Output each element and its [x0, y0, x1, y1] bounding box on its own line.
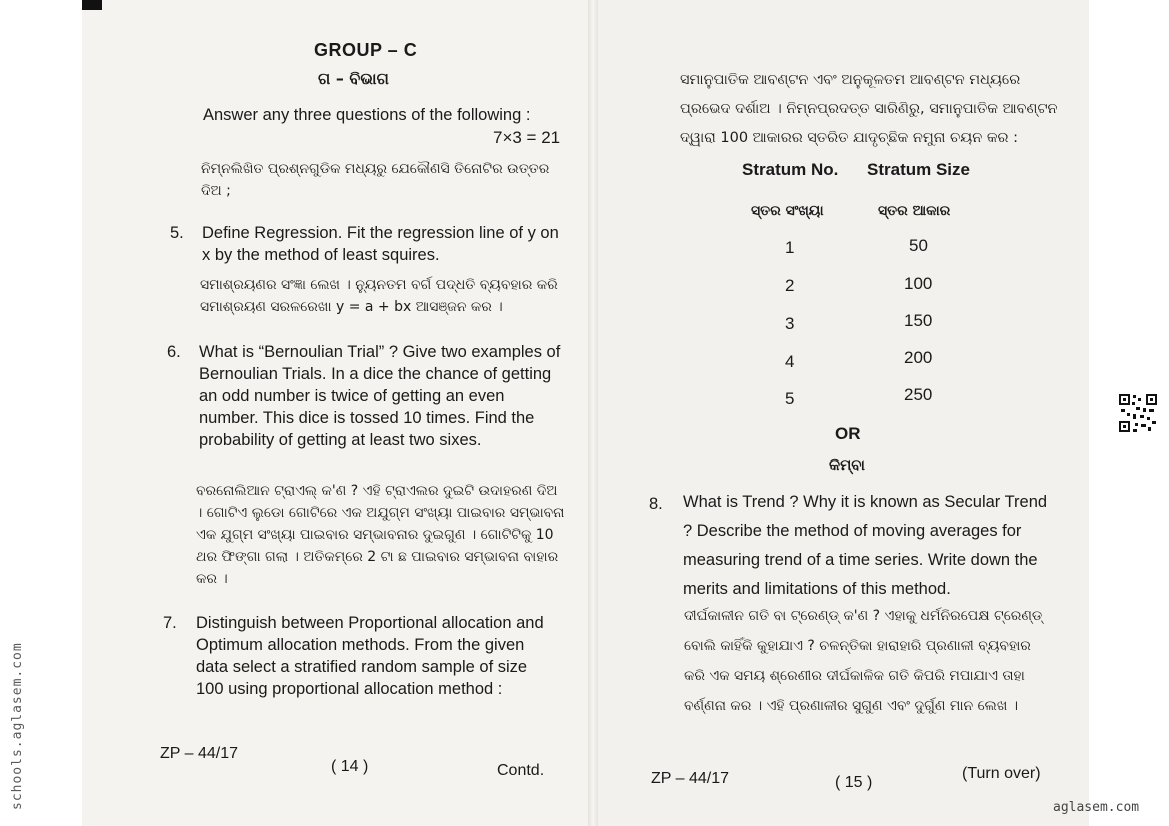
or-label-odia: କିମ୍ବା [829, 456, 865, 474]
paper-code-right: ZP – 44/17 [651, 770, 729, 787]
question-8-number: 8. [649, 495, 663, 513]
stratum-no-header-odia: ସ୍ତର ସଂଖ୍ୟା [751, 203, 824, 219]
question-7-odia: ସମାନୁପାତିକ ଆବଣ୍ଟନ ଏବଂ ଅନୁକୂଳତମ ଆବଣ୍ଟନ ମଧ୍ୟରେ ପ୍ରଭେଦ ଦର୍ଶାଅ । ନିମ୍ନପ୍ରଦତ୍ତ ସାରିଣିରୁ, ସମାନୁପାତିକ ଆବଣ୍ଟନ ଦ୍ୱାରା 100 ଆକାରର ସ୍ତରିତ ଯାଦୃଚ୍ଛିକ ନମୁନା ଚୟନ କର : [680, 72, 1058, 146]
question-8-odia: ଦୀର୍ଘକାଳୀନ ଗତି ବା ଟ୍ରେଣ୍ଡ୍ କ'ଣ ? ଏହାକୁ ଧର୍ମନିରପେକ୍ଷ ଟ୍ରେଣ୍ଡ୍ ବୋଲି କାହିଁକି କୁହାଯାଏ ? ଚଳନ୍ତିକା ହାରାହାରି ପ୍ରଣାଳୀ ବ୍ୟବହାର କରି ଏକ ସମୟ ଶ୍ରେଣୀର ଦୀର୍ଘକାଳିକ ଗତି କିପରି ମପାଯାଏ ତାହା ବର୍ଣ୍ଣନା କର । ଏହି ପ୍ରଣାଳୀର ସୁଗୁଣ ଏବଂ ଦୁର୍ଗୁଣ ମାନ ଲେଖ । [684, 608, 1043, 714]
stratum-size-cell: 50 [909, 236, 928, 255]
stratum-size-cell: 150 [904, 311, 933, 330]
stratum-size-cell: 250 [904, 385, 933, 404]
bottom-watermark: aglasem.com [1053, 800, 1140, 815]
group-title-odia: ଗ – ବିଭାଗ [318, 69, 389, 88]
page-number-right: ( 15 ) [835, 774, 873, 791]
page-number-left: ( 14 ) [331, 758, 369, 775]
stratum-size-header: Stratum Size [867, 160, 970, 179]
continued-label: Contd. [497, 762, 545, 779]
stratum-size-cell: 200 [904, 348, 933, 367]
question-5-number: 5. [170, 224, 184, 242]
stratum-no-cell: 3 [785, 314, 795, 333]
stratum-no-cell: 1 [785, 238, 795, 257]
stratum-no-header: Stratum No. [742, 160, 839, 179]
turn-over-label: (Turn over) [962, 765, 1041, 782]
scan-corner-mark [82, 0, 102, 10]
stratum-size-header-odia: ସ୍ତର ଆକାର [878, 203, 951, 219]
question-7-number: 7. [163, 614, 177, 632]
question-8-english: What is Trend ? Why it is known as Secular Trend ? Describe the method of moving averages for measuring trend of a time series. Write down the merits and limitations of this method. [683, 493, 1048, 598]
stratum-no-cell: 2 [785, 276, 795, 295]
book-spine [588, 0, 598, 826]
side-watermark: schools.aglasem.com [10, 642, 25, 810]
paper-code-left: ZP – 44/17 [160, 745, 238, 762]
stratum-no-cell: 5 [785, 389, 795, 408]
question-5-odia: ସମାଶ୍ରୟଣର ସଂଜ୍ଞା ଲେଖ । ନ୍ୟୁନତମ ବର୍ଗ ପଦ୍ଧତି ବ୍ୟବହାର କରି ସମାଶ୍ରୟଣ ସରଳରେଖା y = a + bx ଆସଞ୍ଜନ କର । [200, 277, 558, 315]
or-label: OR [835, 424, 861, 443]
group-title: GROUP – C [314, 40, 418, 60]
question-6-odia: ବରନୋଲିଆନ ଟ୍ରାଏଲ୍ କ'ଣ ? ଏହି ଟ୍ରାଏଲର ଦୁଇଟି ଉଦାହରଣ ଦିଅ । ଗୋଟିଏ ଲୁଡୋ ଗୋଟିରେ ଏକ ଅଯୁଗ୍ମ ସଂଖ୍ୟା ପାଇବାର ସମ୍ଭାବନା ଏକ ଯୁଗ୍ମ ସଂଖ୍ୟା ପାଇବାର ସମ୍ଭାବନାର ଦୁଇଗୁଣ । ଗୋଟିଟିକୁ 10 ଥର ଫିଙ୍ଗା ଗଲା । ଅତିକମ୍‌ରେ 2 ଟା ଛ ପାଇବାର ସମ୍ଭାବନା ବାହାର କର । [196, 483, 565, 587]
question-6-number: 6. [167, 343, 181, 361]
question-6-english: What is “Bernoulian Trial” ? Give two examples of Bernoulian Trials. In a dice the chance of getting an odd number is twice of getting an even number. This dice is tossed 10 times. Find the probability of getting at least two sixes. [199, 343, 561, 449]
instruction-text: Answer any three questions of the following : [203, 106, 531, 124]
question-5-english: Define Regression. Fit the regression line of y on x by the method of least squires. [202, 224, 559, 264]
stratum-no-cell: 4 [785, 352, 795, 371]
marks-allocation: 7×3 = 21 [493, 128, 561, 147]
instruction-text-odia: ନିମ୍ନଲିଖିତ ପ୍ରଶ୍ନଗୁଡିକ ମଧ୍ୟରୁ ଯେକୌଣସି ତିନୋଟିର ଉତ୍ତର ଦିଅ ; [201, 161, 550, 199]
stratum-size-cell: 100 [904, 274, 933, 293]
question-7-english: Distinguish between Proportional allocation and Optimum allocation methods. From the given data select a stratified random sample of size 100 using proportional allocation method : [196, 614, 544, 698]
qr-code-icon [1118, 393, 1158, 433]
